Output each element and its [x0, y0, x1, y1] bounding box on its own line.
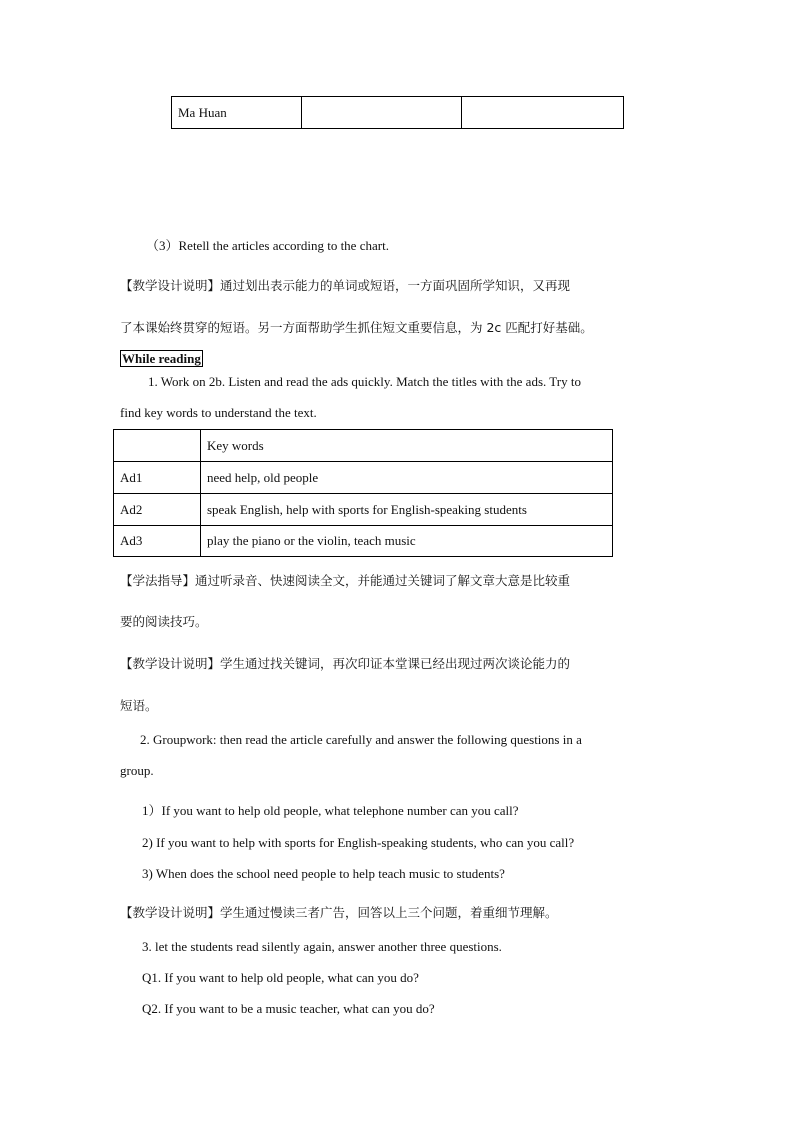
task3-text: 3. let the students read silently again, answer another three questions. — [142, 939, 502, 954]
table-cell: speak English, help with sports for English-speaking students — [201, 494, 613, 526]
design-note-4: 【教学设计说明】学生通过慢读三者广告，回答以上三个问题，着重细节理解。 — [120, 905, 558, 920]
top-table — [171, 96, 624, 129]
table-row — [114, 430, 613, 462]
table-cell: Ad1 — [114, 462, 201, 494]
step3-text: （3）Retell the articles according to the chart. — [146, 238, 389, 253]
question-3: 3) When does the school need people to help teach music to students? — [142, 866, 505, 881]
design-note-1-line2: 了本课始终贯穿的短语。另一方面帮助学生抓住短文重要信息，为 2c 匹配打好基础。 — [120, 320, 593, 335]
table-row — [114, 526, 613, 557]
study-tip-line1: 【学法指导】通过听录音、快速阅读全文，并能通过关键词了解文章大意是比较重 — [120, 573, 571, 588]
table-cell: Key words — [201, 430, 613, 462]
top-table-cell — [462, 97, 624, 129]
table-cell — [114, 430, 201, 462]
task1-line2: find key words to understand the text. — [120, 405, 317, 420]
top-table-cell: Ma Huan — [172, 97, 302, 129]
study-tip-line2: 要的阅读技巧。 — [120, 614, 208, 629]
question-2: 2) If you want to help with sports for English-speaking students, who can you call? — [142, 835, 575, 850]
task1-line1: 1. Work on 2b. Listen and read the ads quickly. Match the titles with the ads. Try to — [148, 374, 581, 389]
design-note-3-line2: 短语。 — [120, 698, 158, 713]
design-note-1-line1: 【教学设计说明】通过划出表示能力的单词或短语，一方面巩固所学知识，又再现 — [120, 278, 571, 293]
task2-line1: 2. Groupwork: then read the article carefully and answer the following questions in a — [140, 732, 582, 747]
table-cell: Ad3 — [114, 526, 201, 557]
design-note-3-line1: 【教学设计说明】学生通过找关键词，再次印证本堂课已经出现过两次谈论能力的 — [120, 656, 571, 671]
q2-text: Q2. If you want to be a music teacher, what can you do? — [142, 1001, 435, 1016]
key-words-table — [113, 429, 613, 557]
table-cell: Ad2 — [114, 494, 201, 526]
table-cell: play the piano or the violin, teach music — [201, 526, 613, 557]
table-row — [114, 494, 613, 526]
task2-line2: group. — [120, 763, 154, 778]
while-reading-heading: While reading — [122, 351, 201, 366]
top-table-cell — [302, 97, 462, 129]
table-cell: need help, old people — [201, 462, 613, 494]
table-row — [114, 462, 613, 494]
question-1: 1）If you want to help old people, what telephone number can you call? — [142, 803, 519, 818]
q1-text: Q1. If you want to help old people, what can you do? — [142, 970, 419, 985]
